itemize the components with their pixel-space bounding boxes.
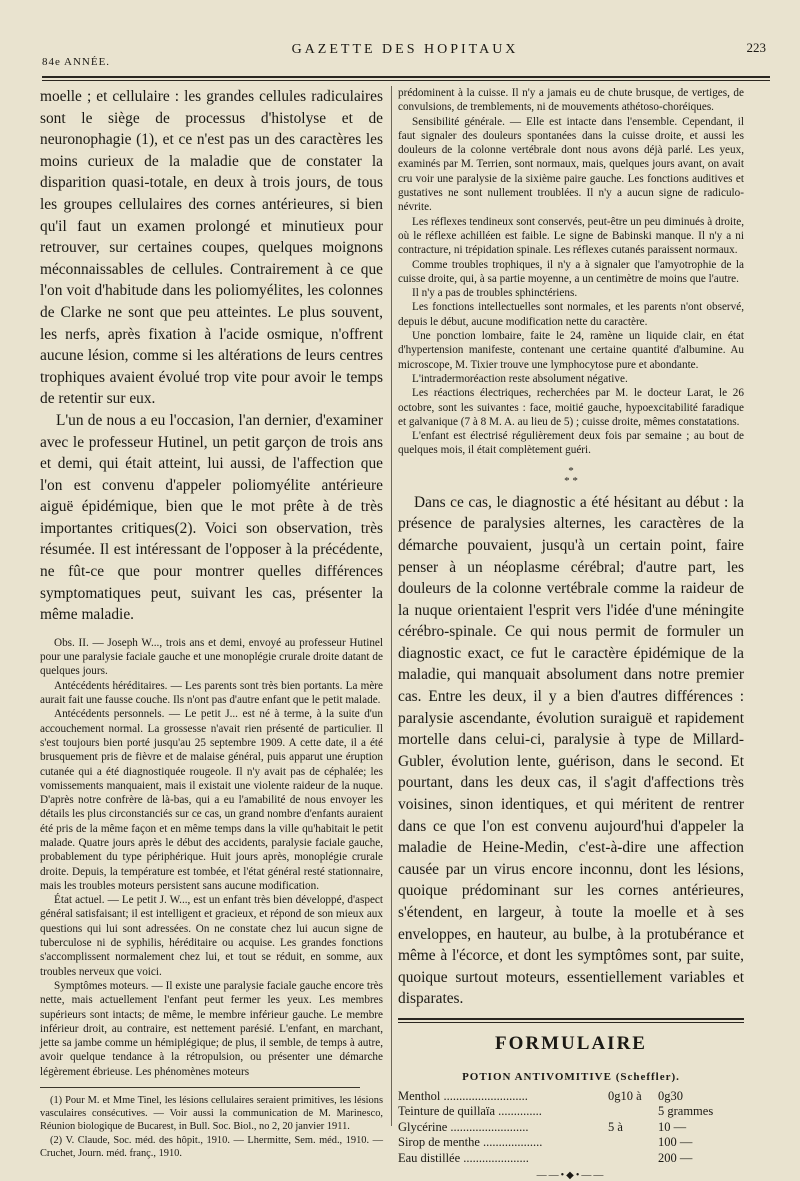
prescription-name: Teinture de quillaïa .............. bbox=[398, 1104, 542, 1119]
prescription-qty: 0g30 bbox=[658, 1088, 683, 1103]
observation-paragraph: Sensibilité générale. — Elle est intacte dans l'ensemble. Cependant, il faut signaler des douleurs spontanées dans la cuisse droite, et aussi les douleurs de la colonne vertébrale dont nous avons déjà parlé. Les yeux, examinés par M. Terrien, sont normaux, mais, quelques jours avant, on avait cru voir une paralysie de la sixième paire gauche. Les fonctions auditives et gustatives ne sont nullement troublées. Il n'y a aucun signe de radiculo-névrite. bbox=[398, 115, 744, 214]
ornament: ——•◆•—— bbox=[536, 1170, 606, 1181]
footnote: (2) V. Claude, Soc. méd. des hôpit., 1910. — Lhermitte, Sem. méd., 1910. — Cruchet, Journ. méd. franç., 1910. bbox=[40, 1134, 383, 1159]
prescription-row bbox=[398, 1135, 718, 1150]
page-number: 223 bbox=[746, 40, 766, 55]
observation-paragraph: Obs. II. — Joseph W..., trois ans et demi, envoyé au professeur Hutinel pour une paralysie faciale gauche et une monoplégie crurale droite datant de quelques jours. bbox=[40, 636, 383, 678]
formulaire-rule-thin bbox=[398, 1022, 744, 1023]
prescription-dose: 0g10 à bbox=[608, 1088, 642, 1103]
prescription-row bbox=[398, 1151, 718, 1166]
observation-paragraph: Symptômes moteurs. — Il existe une paralysie faciale gauche encore très nette, mais actuellement l'enfant peut fermer les yeux. Les membres supérieurs sont intacts; de même, le membre inférieur gauche. Le membre inférieur droit, au contraire, est nettement parésié. L'enfant, en marchant, jette sa jambe comme un hémiplégique; de plus, il semble, de temps à autre, avoir quelque tendance à la rétropulsion, ou présenter une démarche légèrement ébrieuse. Les phénomènes moteurs bbox=[40, 979, 383, 1078]
prescription-table bbox=[398, 1089, 718, 1166]
prescription-qty: 10 — bbox=[658, 1119, 687, 1134]
section-asterisks: * * * bbox=[564, 464, 578, 487]
observation-paragraph: L'intradermoréaction reste absolument négative. bbox=[412, 372, 628, 385]
journal-title: GAZETTE DES HOPITAUX bbox=[291, 42, 519, 57]
prescription-row bbox=[398, 1120, 718, 1135]
year-label: 84e ANNÉE. bbox=[42, 56, 111, 68]
prescription-dose bbox=[608, 1151, 658, 1166]
observation-paragraph: Antécédents personnels. — Le petit J... est né à terme, à la suite d'un accouchement normal. La grossesse n'avait rien présenté de particulier. Il s'est toujours bien porté jusqu'au 25 septembre 1909. A cette date, il a été brusquement pris de fièvre et de malaise général, puis apparut une éruption cutanée qui a été diagnostiquée rougeole. Il n'y avait pas de céphalée; les vomissements manquaient, mais il existait une violente raideur de la nuque. D'après notre confrère de là-bas, qui a eu l'amabilité de nous envoyer les détails les plus circonstanciés sur ce cas, un grand nombre d'enfants auraient été pris de la même façon et en même temps dans la ville qu'habitait le petit malade. Quatre jours après le début des accidents, paralysie faciale gauche, probablement du type périphérique. Huit jours après, monoplégie crurale droite. Depuis, la température est tombée, et l'état général resté stationnaire, mais les troubles moteurs persistent sans aucune modification. bbox=[40, 708, 383, 892]
prescription-dose bbox=[608, 1104, 658, 1119]
prescription-dose bbox=[608, 1135, 658, 1150]
observation-paragraph: Comme troubles trophiques, il n'y a à signaler que l'amyotrophie de la cuisse droite, qui, à sa partie moyenne, a un centimètre de moins que l'autre. bbox=[398, 258, 744, 285]
prescription-name: Menthol ........................... bbox=[398, 1088, 528, 1103]
column-divider bbox=[391, 86, 392, 1126]
prescription-name: Glycérine ......................... bbox=[398, 1119, 529, 1134]
prescription-dose: 5 à bbox=[608, 1119, 623, 1134]
prescription-row bbox=[398, 1104, 718, 1119]
observation-paragraph: Les réflexes tendineux sont conservés, peut-être un peu diminués à droite, où le réflexe achilléen est faible. Le signe de Babinski manque. Il n'y a ni contracture, ni trépidation spinale. Les réflexes cutanés paraissent normaux. bbox=[398, 215, 744, 257]
right-column bbox=[398, 86, 744, 1181]
observation-paragraph: Les fonctions intellectuelles sont normales, et les parents n'ont observé, depuis le début, aucune modification nette du caractère. bbox=[398, 301, 744, 328]
header-rule-thin bbox=[42, 80, 770, 81]
observation-paragraph: Les réactions électriques, recherchées par M. le docteur Larat, le 26 octobre, sont les suivantes : face, moitié gauche, hypoexcitabilité faradique et galvanique (7 à 8 M. A. au lieu de 5) ; cuisse droite, mêmes constatations. bbox=[398, 387, 744, 428]
formulaire-title: FORMULAIRE bbox=[495, 1032, 647, 1054]
prescription-name: Sirop de menthe ................... bbox=[398, 1135, 543, 1150]
header-rule bbox=[42, 76, 770, 78]
left-column bbox=[40, 86, 383, 1160]
prescription-qty: 100 — bbox=[658, 1135, 693, 1150]
observation-paragraph: Il n'y a pas de troubles sphinctériens. bbox=[412, 287, 578, 300]
formulaire-rule bbox=[398, 1018, 744, 1020]
prescription-qty: 200 — bbox=[658, 1150, 693, 1165]
prescription-name: Eau distillée ..................... bbox=[398, 1150, 529, 1165]
footnotes bbox=[40, 1094, 383, 1160]
observation-paragraph: Antécédents héréditaires. — Les parents sont très bien portants. La mère aurait fait une fausse couche. Ils n'ont pas d'autre enfant que le petit malade. bbox=[40, 679, 383, 707]
paragraph: L'un de nous a eu l'occasion, l'an dernier, d'examiner avec le professeur Hutinel, un petit garçon de trois ans et demi, qui était atteint, lui aussi, de l'affection que l'on est convenu d'appeler poliomyélite antérieure aiguë épidémique, bien que le mot prête à de très importantes critiques(2). Voici son observation, très résumée. Il est intéressant de l'opposer à la précédente, ne fût-ce que pour montrer quelles différences symptomatiques peut, suivant les cas, présenter la même maladie. bbox=[40, 411, 383, 624]
observation-paragraph: État actuel. — Le petit J. W..., est un enfant très bien développé, d'aspect général satisfaisant; il est intelligent et gracieux, et répond de son mieux aux questions qui lui sont adressées. On ne constate chez lui aucun signe de tuberculose ni de syphilis, héréditaire ou acquise. Les grandes fonctions s'accomplissent normalement chez lui, et tout se réduit, en somme, aux troubles nerveux que voici. bbox=[40, 894, 383, 978]
prescription-title: POTION ANTIVOMITIVE (Scheffler). bbox=[462, 1070, 680, 1083]
paragraph: moelle ; et cellulaire : les grandes cellules radiculaires sont le siège de processus d'histolyse et de neuronophagie (1), et ce n'est pas un des caractères les moins curieux de la maladie que de constater la disparition quasi-totale, en deux à trois jours, de tous les groupes cellulaires des cornes antérieures, si bien qu'il faut un examen prolongé et minutieux pour retrouver, sur certaines coupes, quelques moignons méconnaissables de cellules. Contrairement à ce que l'on voit d'habitude dans les poliomyélites, les colonnes de Clarke ne sont que peu atteintes. Le plus souvent, les nerfs, après fixation à l'acide osmique, n'offrent aucune lésion, comme si les altérations de leurs centres trophiques avaient évolué trop vite pour avoir le temps de retentir sur eux. bbox=[40, 88, 383, 408]
prescription-row bbox=[398, 1089, 718, 1104]
footnote: (1) Pour M. et Mme Tinel, les lésions cellulaires seraient primitives, les lésions vasculaires consécutives. — Voir aussi la communication de M. Marinesco, Réunion biologique de Bucarest, in Bull. Soc. Biol., no 2, 20 janvier 1911. bbox=[40, 1095, 383, 1133]
prescription-qty: 5 grammes bbox=[658, 1104, 714, 1119]
observation-paragraph: prédominent à la cuisse. Il n'y a jamais eu de chute brusque, de vertiges, de convulsions, de tremblements, ni de mouvements athétoso-choréiques. bbox=[398, 87, 744, 114]
page-header bbox=[40, 30, 770, 74]
footnote-rule bbox=[40, 1087, 360, 1088]
observation-paragraph: Une ponction lombaire, faite le 24, ramène un liquide clair, en état d'hypertension manifeste, contenant une certaine quantité d'albumine. Au microscope, M. Tixier trouve une lymphocytose pure et abondante. bbox=[398, 330, 744, 371]
conclusion-paragraph: Dans ce cas, le diagnostic a été hésitant au début : la présence de paralysies alternes, les caractères de la démarche pouvaient, jusqu'à un certain point, faire penser à un néoplasme cérébral; d'autre part, les douleurs de la colonne vertébrale comme la raideur de la nuque orientaient l'esprit vers l'idée d'une méningite cérébro-spinale. Ce qui nous permit de formuler un diagnostic exact, ce fut le caractère épidémique de la maladie, qui manquait absolument dans notre premier cas. Entre les deux, il y a bien d'autres différences : paralysie ascendante, évolution suraiguë et rapidement mortelle dans celui-ci, paralysie à type de Millard-Gubler, évolution lente, guérison, dans le second. Et pourtant, dans les deux cas, il s'agit d'affections très voisines, sinon identiques, et qui méritent de rentrer dans ce que l'on est convenu aujourd'hui d'appeler la maladie de Heine-Medin, c'est-à-dire une affection causée par un virus encore inconnu, dont les lésions, quoique prédominant sur les cornes antérieures, s'étendent, en largeur, à toute la moelle et à ses enveloppes, en hauteur, au bulbe, à la protubérance et même à l'écorce, et dont les symptômes sont, par suite, quoique surtout moteurs, essentiellement variables et disparates. bbox=[398, 493, 744, 1008]
observation-paragraph: L'enfant est électrisé régulièrement deux fois par semaine ; au bout de quelques mois, il était complètement guéri. bbox=[398, 430, 744, 457]
